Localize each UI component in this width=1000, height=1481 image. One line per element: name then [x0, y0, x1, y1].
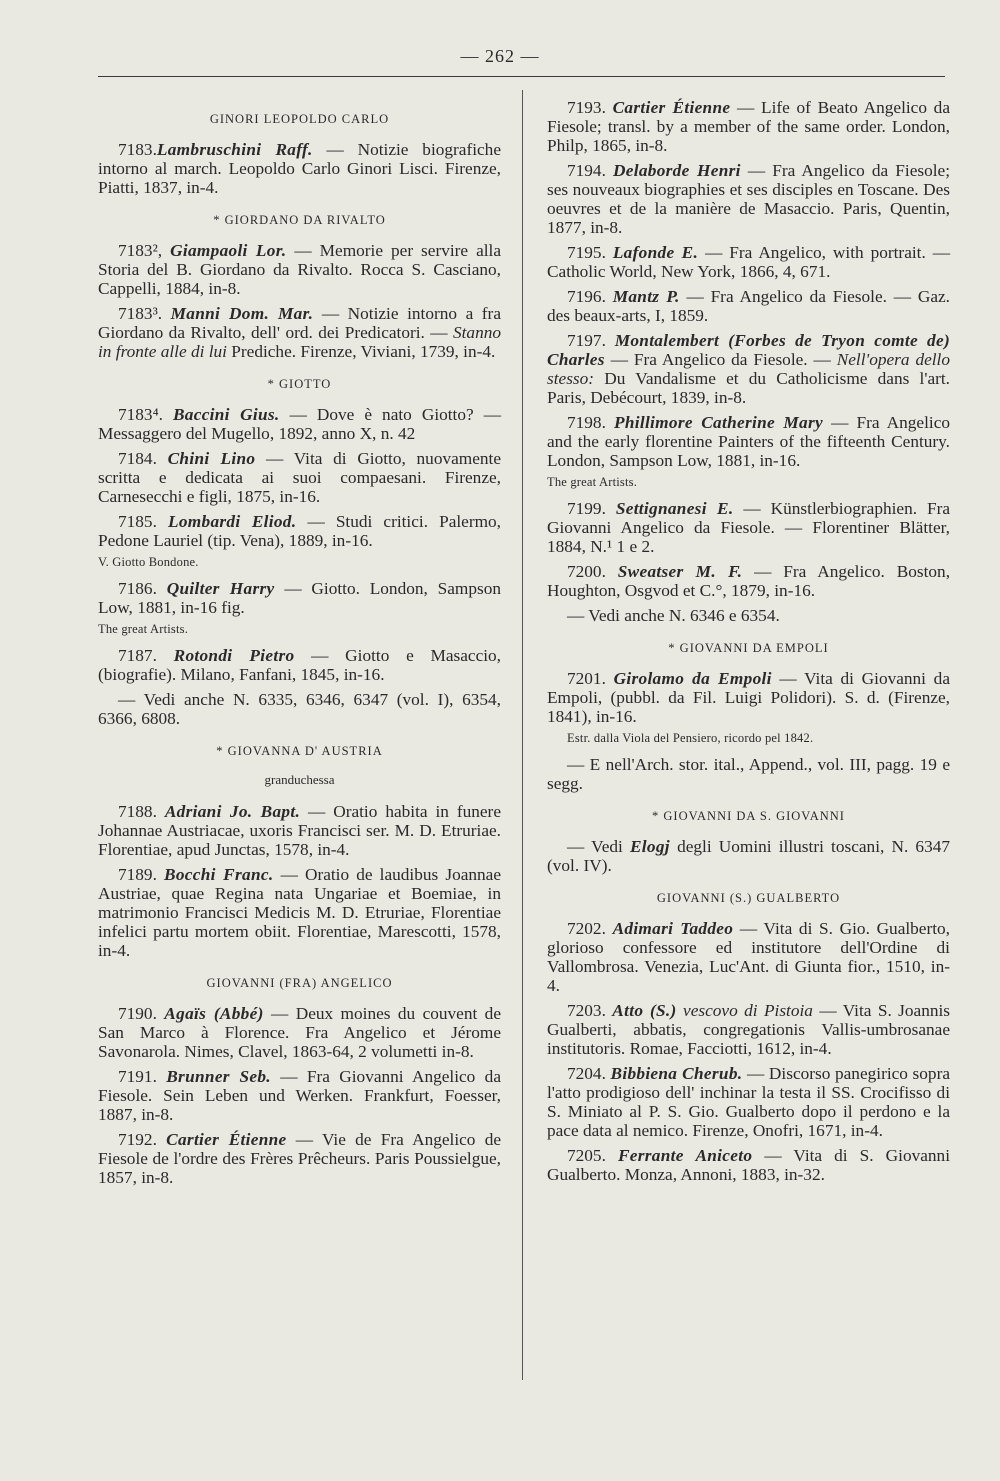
entry-author: Adimari Taddeo	[612, 919, 734, 938]
entry-text: — Notizie biografiche intorno al march. Leopoldo Carlo Ginori Lisci. Firenze, Piatti, 1837, in-4.	[98, 140, 501, 197]
entry-text: — Vita di S. Gio. Gualberto, glorioso confessore ed institutore dell'Ordine di Vallombrosa. Venezia, Luc'Ant. di Giunta fior., 1510, in-4.	[547, 919, 950, 995]
entry-text: — Deux moines du couvent de San Marco à Florence. Fra Angelico et Jérome Savonarola. Nimes, Clavel, 1863-64, 2 volumetti in-8.	[98, 1004, 501, 1061]
entry-text: — Giotto. London, Sampson Low, 1881, in-16 fig.	[98, 579, 501, 617]
series-note: V. Giotto Bondone.	[98, 555, 199, 569]
series-note: Estr. dalla Viola del Pensiero, ricordo pel 1842.	[567, 731, 814, 745]
bibliography-entry	[98, 449, 501, 506]
bibliography-entry	[547, 499, 950, 556]
entry-number: 7188.	[118, 802, 165, 821]
series-note: The great Artists.	[98, 622, 189, 636]
entry-text: — Fra Angelico. Boston, Houghton, Osgvod et C.°, 1879, in-16.	[547, 562, 951, 600]
entry-italic-text: vescovo di Pistoia	[676, 1001, 813, 1020]
entry-text: — Fra Angelico da Fiesole; ses nouveaux biographies et ses disciples en Toscane. Des oeuvres et de la manière de Masaccio. Paris, Quentin, 1877, in-8.	[547, 161, 950, 237]
bibliography-entry	[98, 1130, 501, 1187]
reference-text: — Vedi anche N. 6346 e 6354.	[567, 606, 780, 625]
entry-author: Baccini Gius.	[172, 405, 280, 424]
bibliography-entry	[98, 646, 501, 684]
reference-text: — Vedi anche N. 6335, 6346, 6347 (vol. I), 6354, 6366, 6808.	[98, 690, 501, 728]
entry-text: — Dove è nato Giotto? — Messaggero del Mugello, 1892, anno X, n. 42	[98, 405, 501, 443]
entry-text: — Oratio habita in funere Johannae Austriacae, uxoris Francisci ser. M. D. Etruriae. Florentiae, apud Junctas, 1578, in-4.	[98, 802, 501, 859]
entry-author: Lambruschini Raff.	[156, 140, 313, 159]
entry-number: 7183³.	[118, 304, 171, 323]
entry-number: 7201.	[567, 669, 614, 688]
entry-number: 7195.	[567, 243, 613, 262]
entry-number: 7191.	[118, 1067, 167, 1086]
entry-author: Atto (S.)	[612, 1001, 677, 1020]
entry-number: 7190.	[118, 1004, 165, 1023]
entry-number: 7183²,	[118, 241, 171, 260]
entry-text: — Life of Beato Angelico da Fiesole; transl. by a member of the same order. London, Philp, 1865, in-8.	[547, 98, 950, 155]
entry-number: 7183.	[118, 140, 157, 159]
entry-number: 7203.	[567, 1001, 613, 1020]
section-heading: GIOVANNI (FRA) ANGELICO	[206, 976, 393, 990]
entry-author: Agaïs (Abbé)	[164, 1004, 264, 1023]
bibliography-entry	[547, 98, 950, 155]
entry-number: 7202.	[567, 919, 613, 938]
cross-reference	[547, 606, 950, 625]
entry-number: 7189.	[118, 865, 165, 884]
bibliography-entry	[547, 1146, 950, 1184]
bibliography-entry	[547, 287, 950, 325]
section-subheading: granduchessa	[264, 772, 335, 787]
entry-text: — Vita di S. Giovanni Gualberto. Monza, Annoni, 1883, in-32.	[547, 1146, 950, 1184]
bibliography-entry	[547, 161, 950, 237]
entry-author: Lombardi Eliod.	[167, 512, 297, 531]
entry-author: Cartier Étienne	[166, 1130, 287, 1149]
entry-text: — Vita di Giovanni da Empoli, (pubbl. da Fil. Luigi Polidori). S. d. (Firenze, 1841), in-16.	[547, 669, 950, 726]
entry-number: 7199.	[567, 499, 616, 518]
entry-author: Rotondi Pietro	[173, 646, 295, 665]
entry-author: Elogj	[629, 837, 670, 856]
section-heading: * GIOVANNI DA EMPOLI	[668, 641, 829, 655]
entry-number: 7184.	[118, 449, 168, 468]
entry-text-continued: Prediche. Firenze, Viviani, 1739, in-4.	[226, 342, 496, 361]
entry-author: Settignanesi E.	[615, 499, 734, 518]
entry-number: 7186.	[118, 579, 167, 598]
bibliography-entry	[547, 243, 950, 281]
cross-reference	[547, 755, 950, 793]
bibliography-entry	[98, 140, 501, 197]
entry-number: 7204.	[567, 1064, 611, 1083]
bibliography-entry	[98, 512, 501, 550]
entry-text: — Vita di Giotto, nuovamente scritta e dedicata ai suoi compaesani. Firenze, Carnesecchi e figli, 1875, in-16.	[98, 449, 501, 506]
bibliography-entry	[547, 1001, 950, 1058]
entry-text: — Giotto e Masaccio, (biografie). Milano, Fanfani, 1845, in-16.	[98, 646, 501, 684]
entry-text: — Notizie intorno a fra Giordano da Rivalto, dell' ord. dei Predicatori. —	[98, 304, 501, 342]
entry-author: Delaborde Henri	[612, 161, 741, 180]
section-heading: GIOVANNI (S.) GUALBERTO	[656, 891, 841, 905]
entry-text-continued: Du Vandalisme et du Catholicisme dans l'art. Paris, Debécourt, 1839, in-8.	[547, 369, 950, 407]
entry-text: — Memorie per servire alla Storia del B. Giordano da Rivalto. Rocca S. Casciano, Cappelli, 1884, in-8.	[98, 241, 502, 298]
entry-text: — Künstlerbiographien. Fra Giovanni Angelico da Fiesole. — Florentiner Blätter, 1884, N.¹ 1 e 2.	[547, 499, 951, 556]
bibliography-entry	[98, 1067, 501, 1124]
entry-number: 7183⁴.	[118, 405, 173, 424]
entry-italic-text: Stanno in fronte alle di lui	[98, 323, 501, 361]
entry-number: 7198.	[567, 413, 614, 432]
entry-number: 7194.	[567, 161, 613, 180]
entry-text-continued: — Vita S. Joannis Gualberti, abbatis, congregationis Vallis-umbrosanae institutoris. Romae, Facciotti, 1612, in-4.	[547, 1001, 951, 1058]
entry-author: Chini Lino	[167, 449, 256, 468]
entry-author: Giampaoli Lor.	[170, 241, 287, 260]
entry-text: — Fra Angelico, with portrait. — Catholic World, New York, 1866, 4, 671.	[547, 243, 951, 281]
right-column	[547, 98, 950, 1190]
entry-number: 7196.	[567, 287, 613, 306]
bibliography-entry	[547, 413, 950, 470]
header-rule	[98, 76, 945, 77]
entry-author: Phillimore Catherine Mary	[613, 413, 823, 432]
entry-author: Quilter Harry	[166, 579, 275, 598]
entry-author: Lafonde E.	[612, 243, 699, 262]
bibliography-entry	[547, 331, 950, 407]
bibliography-entry	[98, 802, 501, 859]
entry-author: Bocchi Franc.	[164, 865, 274, 884]
bibliography-entry	[547, 669, 950, 726]
entry-author: Sweatser M. F.	[617, 562, 743, 581]
section-heading: * GIORDANO DA RIVALTO	[213, 213, 386, 227]
entry-number: 7200.	[567, 562, 618, 581]
entry-number: 7197.	[567, 331, 615, 350]
entry-text: — Fra Giovanni Angelico da Fiesole. Sein Leben und Werken. Frankfurt, Foesser, 1887, in-8.	[98, 1067, 501, 1124]
section-heading: * GIOTTO	[267, 377, 332, 391]
entry-number: 7193.	[567, 98, 613, 117]
entry-text: — Fra Angelico and the early florentine Painters of the fifteenth Century. London, Sampson Low, 1881, in-16.	[547, 413, 951, 470]
bibliography-entry	[547, 1064, 950, 1140]
bibliography-entry	[98, 579, 501, 617]
entry-number: 7187.	[118, 646, 174, 665]
entry-author: Mantz P.	[612, 287, 680, 306]
entry-italic-text: Nell'opera dello stesso:	[547, 350, 950, 388]
entry-text: — Fra Angelico da Fiesole. — Gaz. des beaux-arts, I, 1859.	[547, 287, 950, 325]
bibliography-entry	[547, 919, 950, 995]
section-heading: GINORI LEOPOLDO CARLO	[209, 112, 390, 126]
entry-text: — Studi critici. Palermo, Pedone Lauriel (tip. Vena), 1889, in-16.	[98, 512, 502, 550]
entry-author: Brunner Seb.	[166, 1067, 271, 1086]
entry-number: 7185.	[118, 512, 168, 531]
entry-author: Montalembert (Forbes de Tryon comte de) Charles	[547, 331, 951, 369]
series-note: The great Artists.	[547, 475, 638, 489]
reference-text: — E nell'Arch. stor. ital., Append., vol. III, pagg. 19 e segg.	[547, 755, 950, 793]
cross-reference	[98, 690, 501, 728]
reference-text: — Vedi	[567, 837, 630, 856]
left-column	[98, 98, 501, 1193]
column-divider	[522, 90, 523, 1380]
entry-author: Adriani Jo. Bapt.	[164, 802, 301, 821]
bibliography-entry	[98, 865, 501, 960]
entry-text: — Vie de Fra Angelico de Fiesole de l'ordre des Frères Prêcheurs. Paris Poussielgue, 1857, in-8.	[98, 1130, 502, 1187]
cross-reference	[547, 837, 950, 875]
bibliography-entry	[547, 562, 950, 600]
section-heading: * GIOVANNA D' AUSTRIA	[216, 744, 383, 758]
entry-text: degli Uomini illustri toscani, N. 6347 (vol. IV).	[547, 837, 950, 875]
entry-author: Manni Dom. Mar.	[170, 304, 314, 323]
bibliography-entry	[98, 405, 501, 443]
section-heading: * GIOVANNI DA S. GIOVANNI	[652, 809, 845, 823]
entry-number: 7192.	[118, 1130, 167, 1149]
entry-number: 7205.	[567, 1146, 618, 1165]
bibliography-entry	[98, 241, 501, 298]
entry-text: — Fra Angelico da Fiesole. —	[604, 350, 837, 369]
entry-author: Cartier Étienne	[612, 98, 731, 117]
entry-text: — Oratio de laudibus Joannae Austriae, quae Regina nata Ungariae et Boemiae, in matrimonio Francisci Medicis M. D. Etruriae, Florentiae infelici partu mortem obiit. Florentiae, Marescotti, 1578, in-4.	[98, 865, 502, 960]
entry-author: Bibbiena Cherub.	[610, 1064, 743, 1083]
entry-author: Girolamo da Empoli	[613, 669, 772, 688]
page-number: — 262 —	[460, 46, 540, 66]
bibliography-entry	[98, 1004, 501, 1061]
entry-text: — Discorso panegirico sopra l'atto prodigioso dell' inchinar la testa il SS. Crocifisso di S. Miniato al P. S. Gio. Gualberto dopo il perdono e la pace data al nemico. Firenze, Onofri, 1671, in-4.	[547, 1064, 950, 1140]
entry-author: Ferrante Aniceto	[617, 1146, 753, 1165]
bibliography-entry	[98, 304, 501, 361]
